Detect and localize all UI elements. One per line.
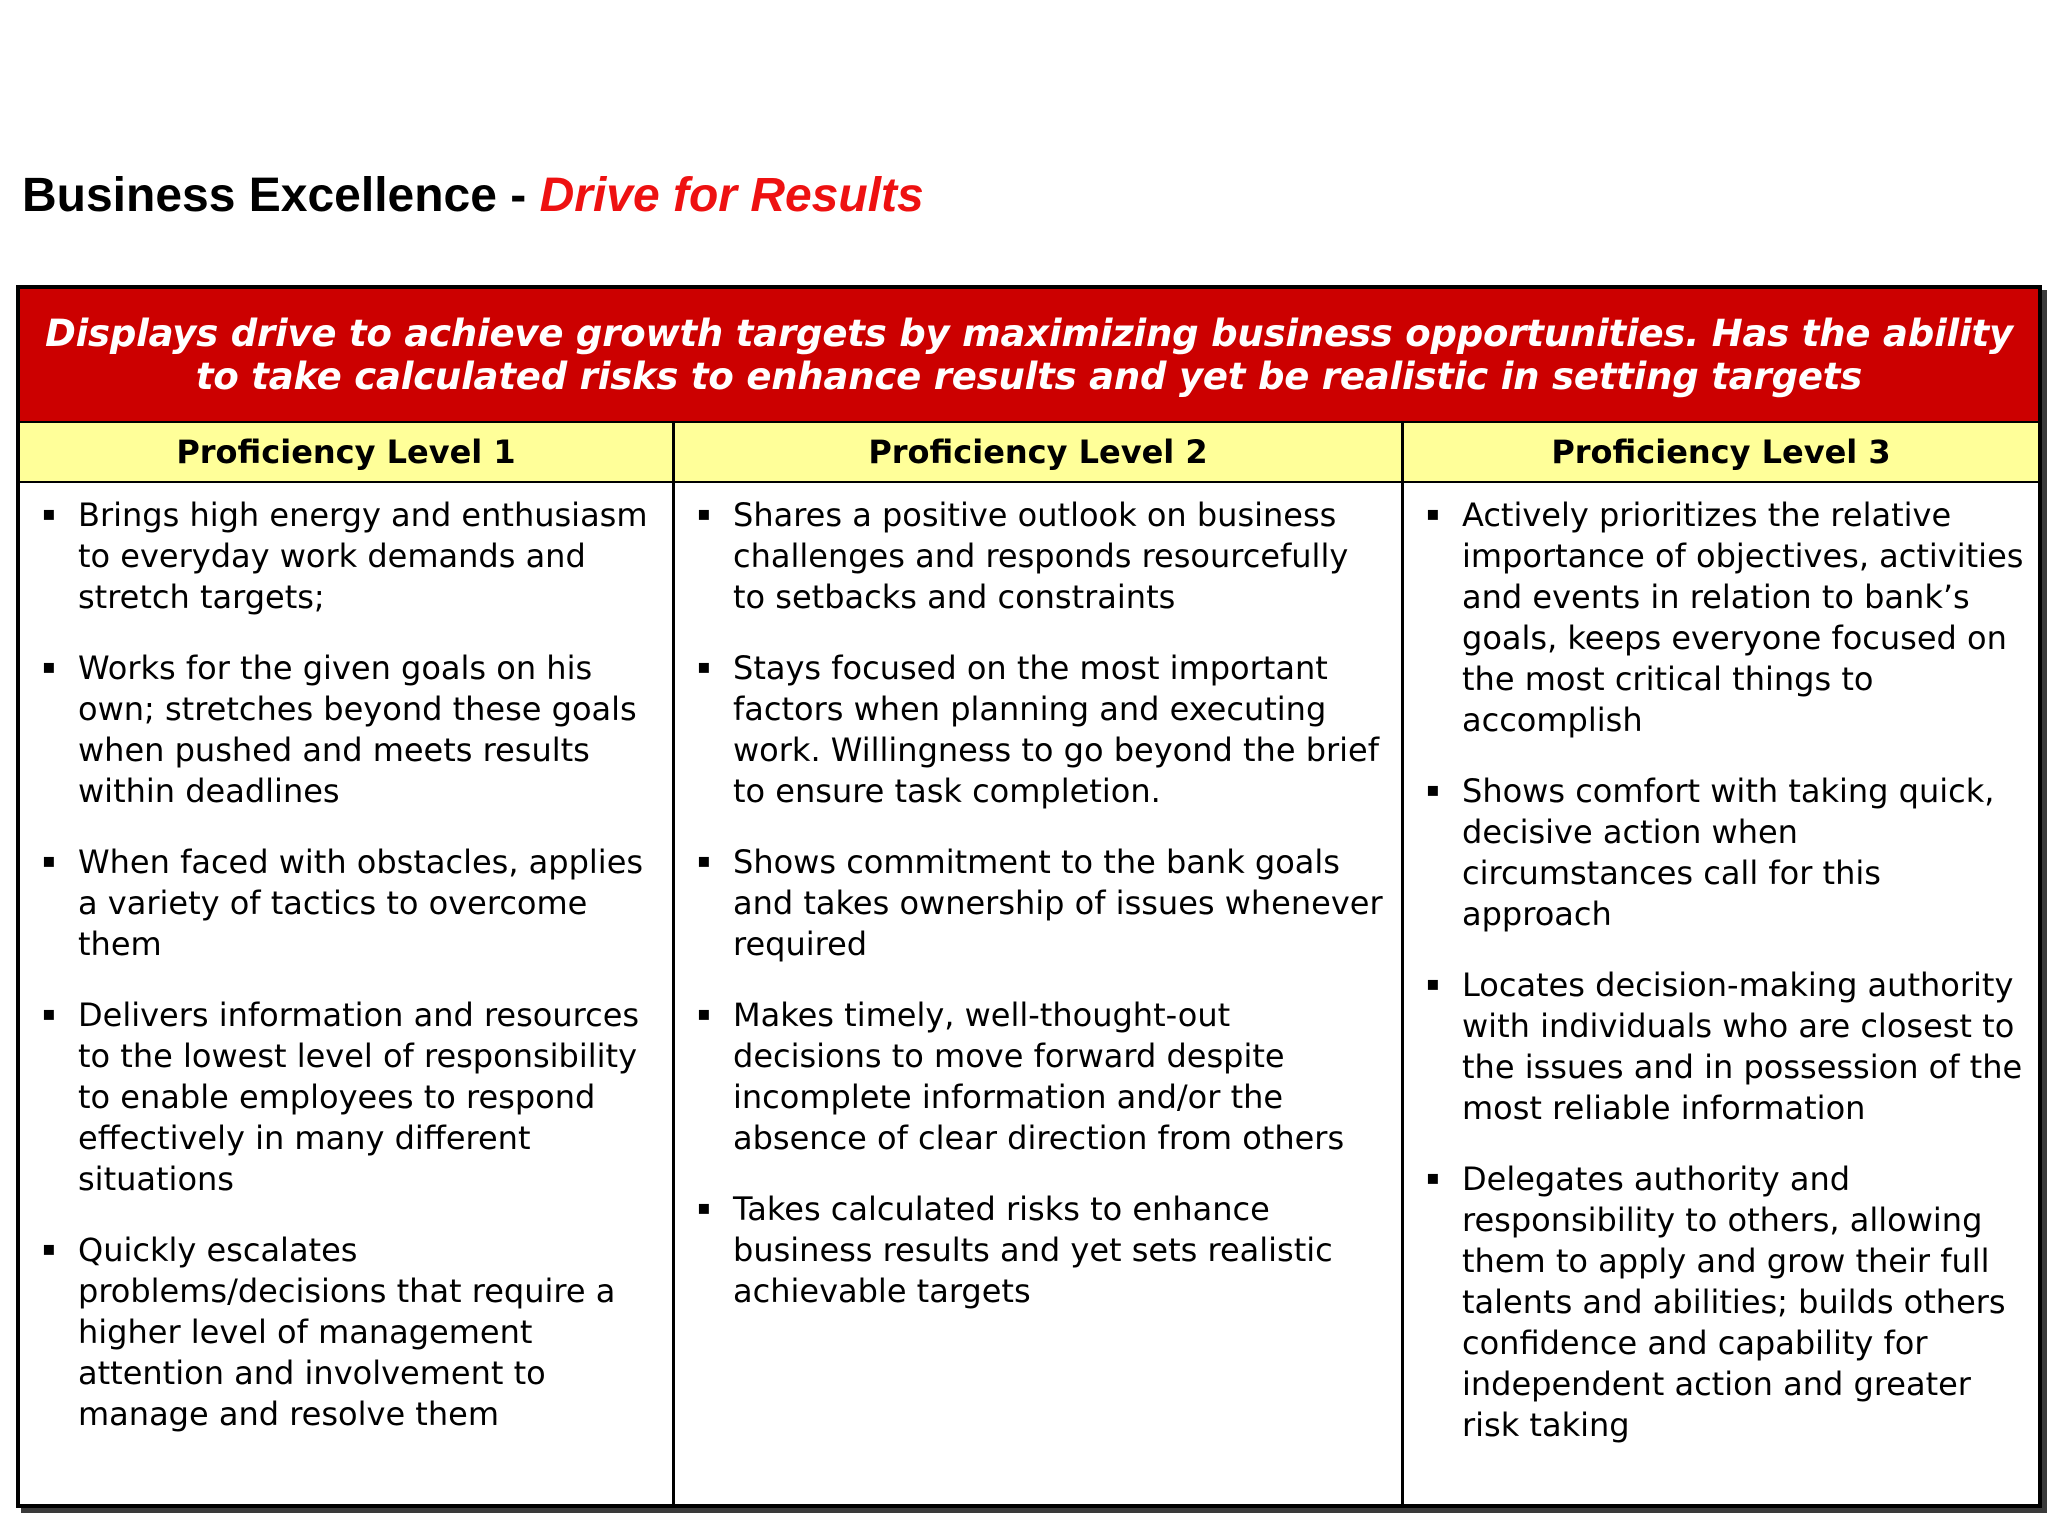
behavior-item: [695, 495, 1387, 618]
bullet-icon: ▪: [42, 848, 56, 872]
behavior-item: [40, 648, 658, 812]
behavior-item: [40, 995, 658, 1200]
bullet-icon: ▪: [42, 1236, 56, 1260]
behavior-text: Stays focused on the most important factors when planning and executing work. Willingness to go beyond the brief to ensure task completion.: [733, 649, 1379, 810]
behavior-item: [1424, 771, 2024, 935]
behavior-item: [1424, 495, 2024, 741]
behavior-item: [40, 1230, 658, 1435]
behavior-text: Shows comfort with taking quick, decisive action when circumstances call for this approach: [1462, 772, 1995, 933]
behavior-item: [40, 842, 658, 965]
behavior-text: Delegates authority and responsibility to others, allowing them to apply and grow their full talents and abilities; builds others confidence and capability for independent action and greater risk taking: [1462, 1160, 2006, 1444]
bullet-icon: ▪: [1426, 501, 1440, 525]
behavior-item: [695, 842, 1387, 965]
behavior-item: [695, 648, 1387, 812]
title-main: Business Excellence -: [22, 169, 540, 222]
level-3-header: Proficiency Level 3: [1404, 423, 2038, 483]
level-2-behaviors: [695, 495, 1387, 1312]
definition-text: Displays drive to achieve growth targets by maximizing business opportunities. Has the ability to take calculated risks to enhance results and yet be realistic in setting targets: [45, 312, 2013, 398]
behavior-text: Actively prioritizes the relative importance of objectives, activities and events in relation to bank’s goals, keeps everyone focused on the most critical things to accomplish: [1462, 496, 2024, 739]
level-2-header: Proficiency Level 2: [675, 423, 1404, 483]
behavior-text: When faced with obstacles, applies a variety of tactics to overcome them: [78, 843, 644, 963]
title-accent: Drive for Results: [539, 169, 924, 222]
bullet-icon: ▪: [42, 1001, 56, 1025]
bullet-icon: ▪: [1426, 777, 1440, 801]
level-3-behaviors: [1424, 495, 2024, 1446]
behavior-text: Makes timely, well-thought-out decisions to move forward despite incomplete information and/or the absence of clear direction from others: [733, 996, 1345, 1157]
definition-banner: [20, 289, 2038, 423]
bullet-icon: ▪: [42, 654, 56, 678]
behavior-item: [1424, 965, 2024, 1129]
proficiency-levels-grid: [20, 423, 2038, 1504]
behavior-item: [695, 995, 1387, 1159]
bullet-icon: ▪: [697, 848, 711, 872]
behavior-text: Works for the given goals on his own; stretches beyond these goals when pushed and meets results within deadlines: [78, 649, 637, 810]
level-1-behaviors: [40, 495, 658, 1435]
bullet-icon: ▪: [697, 501, 711, 525]
behavior-text: Brings high energy and enthusiasm to everyday work demands and stretch targets;: [78, 496, 648, 616]
competency-table: [16, 285, 2042, 1508]
level-1-header: Proficiency Level 1: [20, 423, 675, 483]
behavior-text: Takes calculated risks to enhance business results and yet sets realistic achievable targets: [733, 1190, 1333, 1310]
behavior-item: [1424, 1159, 2024, 1446]
bullet-icon: ▪: [1426, 971, 1440, 995]
behavior-text: Locates decision-making authority with individuals who are closest to the issues and in possession of the most reliable information: [1462, 966, 2023, 1127]
level-3-column: [1404, 483, 2038, 1504]
bullet-icon: ▪: [697, 1001, 711, 1025]
bullet-icon: ▪: [42, 501, 56, 525]
behavior-item: [695, 1189, 1387, 1312]
bullet-icon: ▪: [697, 1195, 711, 1219]
behavior-item: [40, 495, 658, 618]
slide-title: [22, 166, 924, 226]
bullet-icon: ▪: [1426, 1165, 1440, 1189]
level-2-column: [675, 483, 1404, 1504]
behavior-text: Quickly escalates problems/decisions that require a higher level of management attention and involvement to manage and resolve them: [78, 1231, 616, 1433]
behavior-text: Shows commitment to the bank goals and takes ownership of issues whenever required: [733, 843, 1383, 963]
behavior-text: Shares a positive outlook on business challenges and responds resourcefully to setbacks and constraints: [733, 496, 1349, 616]
bullet-icon: ▪: [697, 654, 711, 678]
level-1-column: [20, 483, 675, 1504]
behavior-text: Delivers information and resources to the lowest level of responsibility to enable employees to respond effectively in many different situations: [78, 996, 640, 1198]
